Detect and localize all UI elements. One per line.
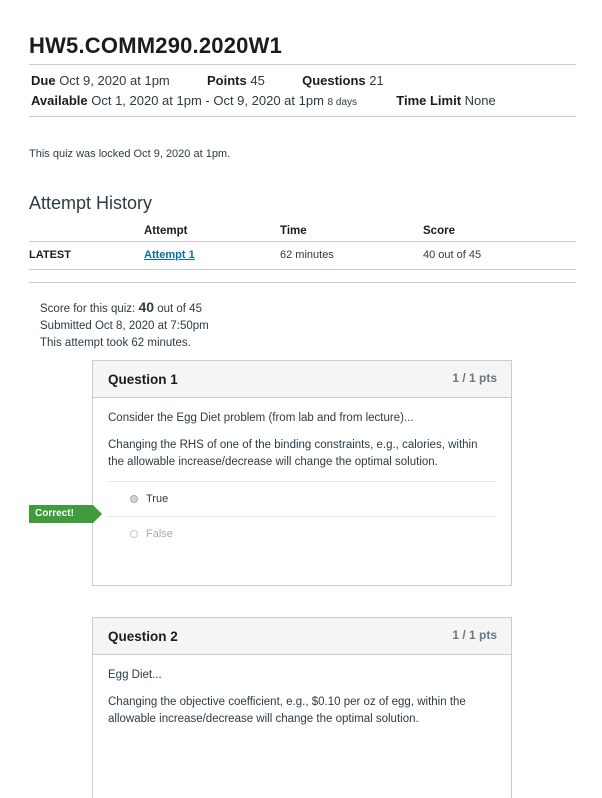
question-1 <box>92 360 512 586</box>
attempt-score: 40 out of 45 <box>423 242 576 270</box>
correct-flag: Correct! <box>29 505 93 523</box>
answer-option-false[interactable] <box>108 516 496 551</box>
locked-notice: This quiz was locked Oct 9, 2020 at 1pm. <box>29 148 231 160</box>
answer-label: False <box>146 528 173 540</box>
answer-label: True <box>146 493 169 505</box>
duration-line: This attempt took 62 minutes. <box>40 337 191 349</box>
col-header-score: Score <box>423 222 576 242</box>
question-header <box>93 361 511 398</box>
attempt-time: 62 minutes <box>280 242 423 270</box>
divider <box>29 64 576 65</box>
points-value: 45 <box>250 73 265 88</box>
available-days: 8 days <box>327 97 358 108</box>
question-name: Question 1 <box>108 372 178 387</box>
attempt-1-link[interactable]: Attempt 1 <box>144 249 195 261</box>
score-summary <box>40 299 209 352</box>
quiz-meta-row-2 <box>31 93 496 108</box>
time-limit-label: Time Limit <box>396 93 462 108</box>
question-header <box>93 618 511 655</box>
question-points: 1 / 1 pts <box>452 371 497 385</box>
question-name: Question 2 <box>108 629 178 644</box>
table-row <box>29 242 576 270</box>
score-value: 40 <box>138 299 155 315</box>
available-label: Available <box>31 93 88 108</box>
question-paragraph: Egg Diet... <box>108 669 162 681</box>
col-header-tag <box>29 222 144 242</box>
radio-selected-icon[interactable] <box>130 495 138 503</box>
answer-list <box>108 481 496 551</box>
submitted-line: Submitted Oct 8, 2020 at 7:50pm <box>40 320 209 332</box>
col-header-attempt: Attempt <box>144 222 280 242</box>
score-line <box>40 299 209 318</box>
divider <box>29 116 576 117</box>
available-value: Oct 1, 2020 at 1pm - Oct 9, 2020 at 1pm <box>91 93 324 108</box>
answer-option-true[interactable] <box>108 481 496 516</box>
due-value: Oct 9, 2020 at 1pm <box>59 73 170 88</box>
question-2 <box>92 617 512 798</box>
latest-tag: LATEST <box>29 242 144 270</box>
question-points: 1 / 1 pts <box>452 628 497 642</box>
questions-value: 21 <box>369 73 384 88</box>
question-text <box>93 398 511 471</box>
time-limit-value: None <box>464 93 496 108</box>
score-suffix: out of 45 <box>157 303 202 315</box>
questions-label: Questions <box>302 73 366 88</box>
question-paragraph: Changing the objective coefficient, e.g., $0.10 per oz of egg, within the allowable increase/decrease will change the optimal solution. <box>108 696 466 725</box>
col-header-time: Time <box>280 222 423 242</box>
radio-unselected-icon[interactable] <box>130 530 138 538</box>
attempt-history-table <box>29 222 576 270</box>
points-label: Points <box>207 73 247 88</box>
question-text <box>93 655 511 728</box>
divider <box>29 282 576 283</box>
question-paragraph: Consider the Egg Diet problem (from lab and from lecture)... <box>108 412 414 424</box>
question-paragraph: Changing the RHS of one of the binding constraints, e.g., calories, within the allowable increase/decrease will change the optimal solution. <box>108 439 478 468</box>
due-label: Due <box>31 73 56 88</box>
quiz-title: HW5.COMM290.2020W1 <box>29 33 283 58</box>
score-prefix: Score for this quiz: <box>40 303 136 315</box>
attempt-history-heading: Attempt History <box>29 193 153 213</box>
quiz-meta-row-1 <box>31 73 384 88</box>
